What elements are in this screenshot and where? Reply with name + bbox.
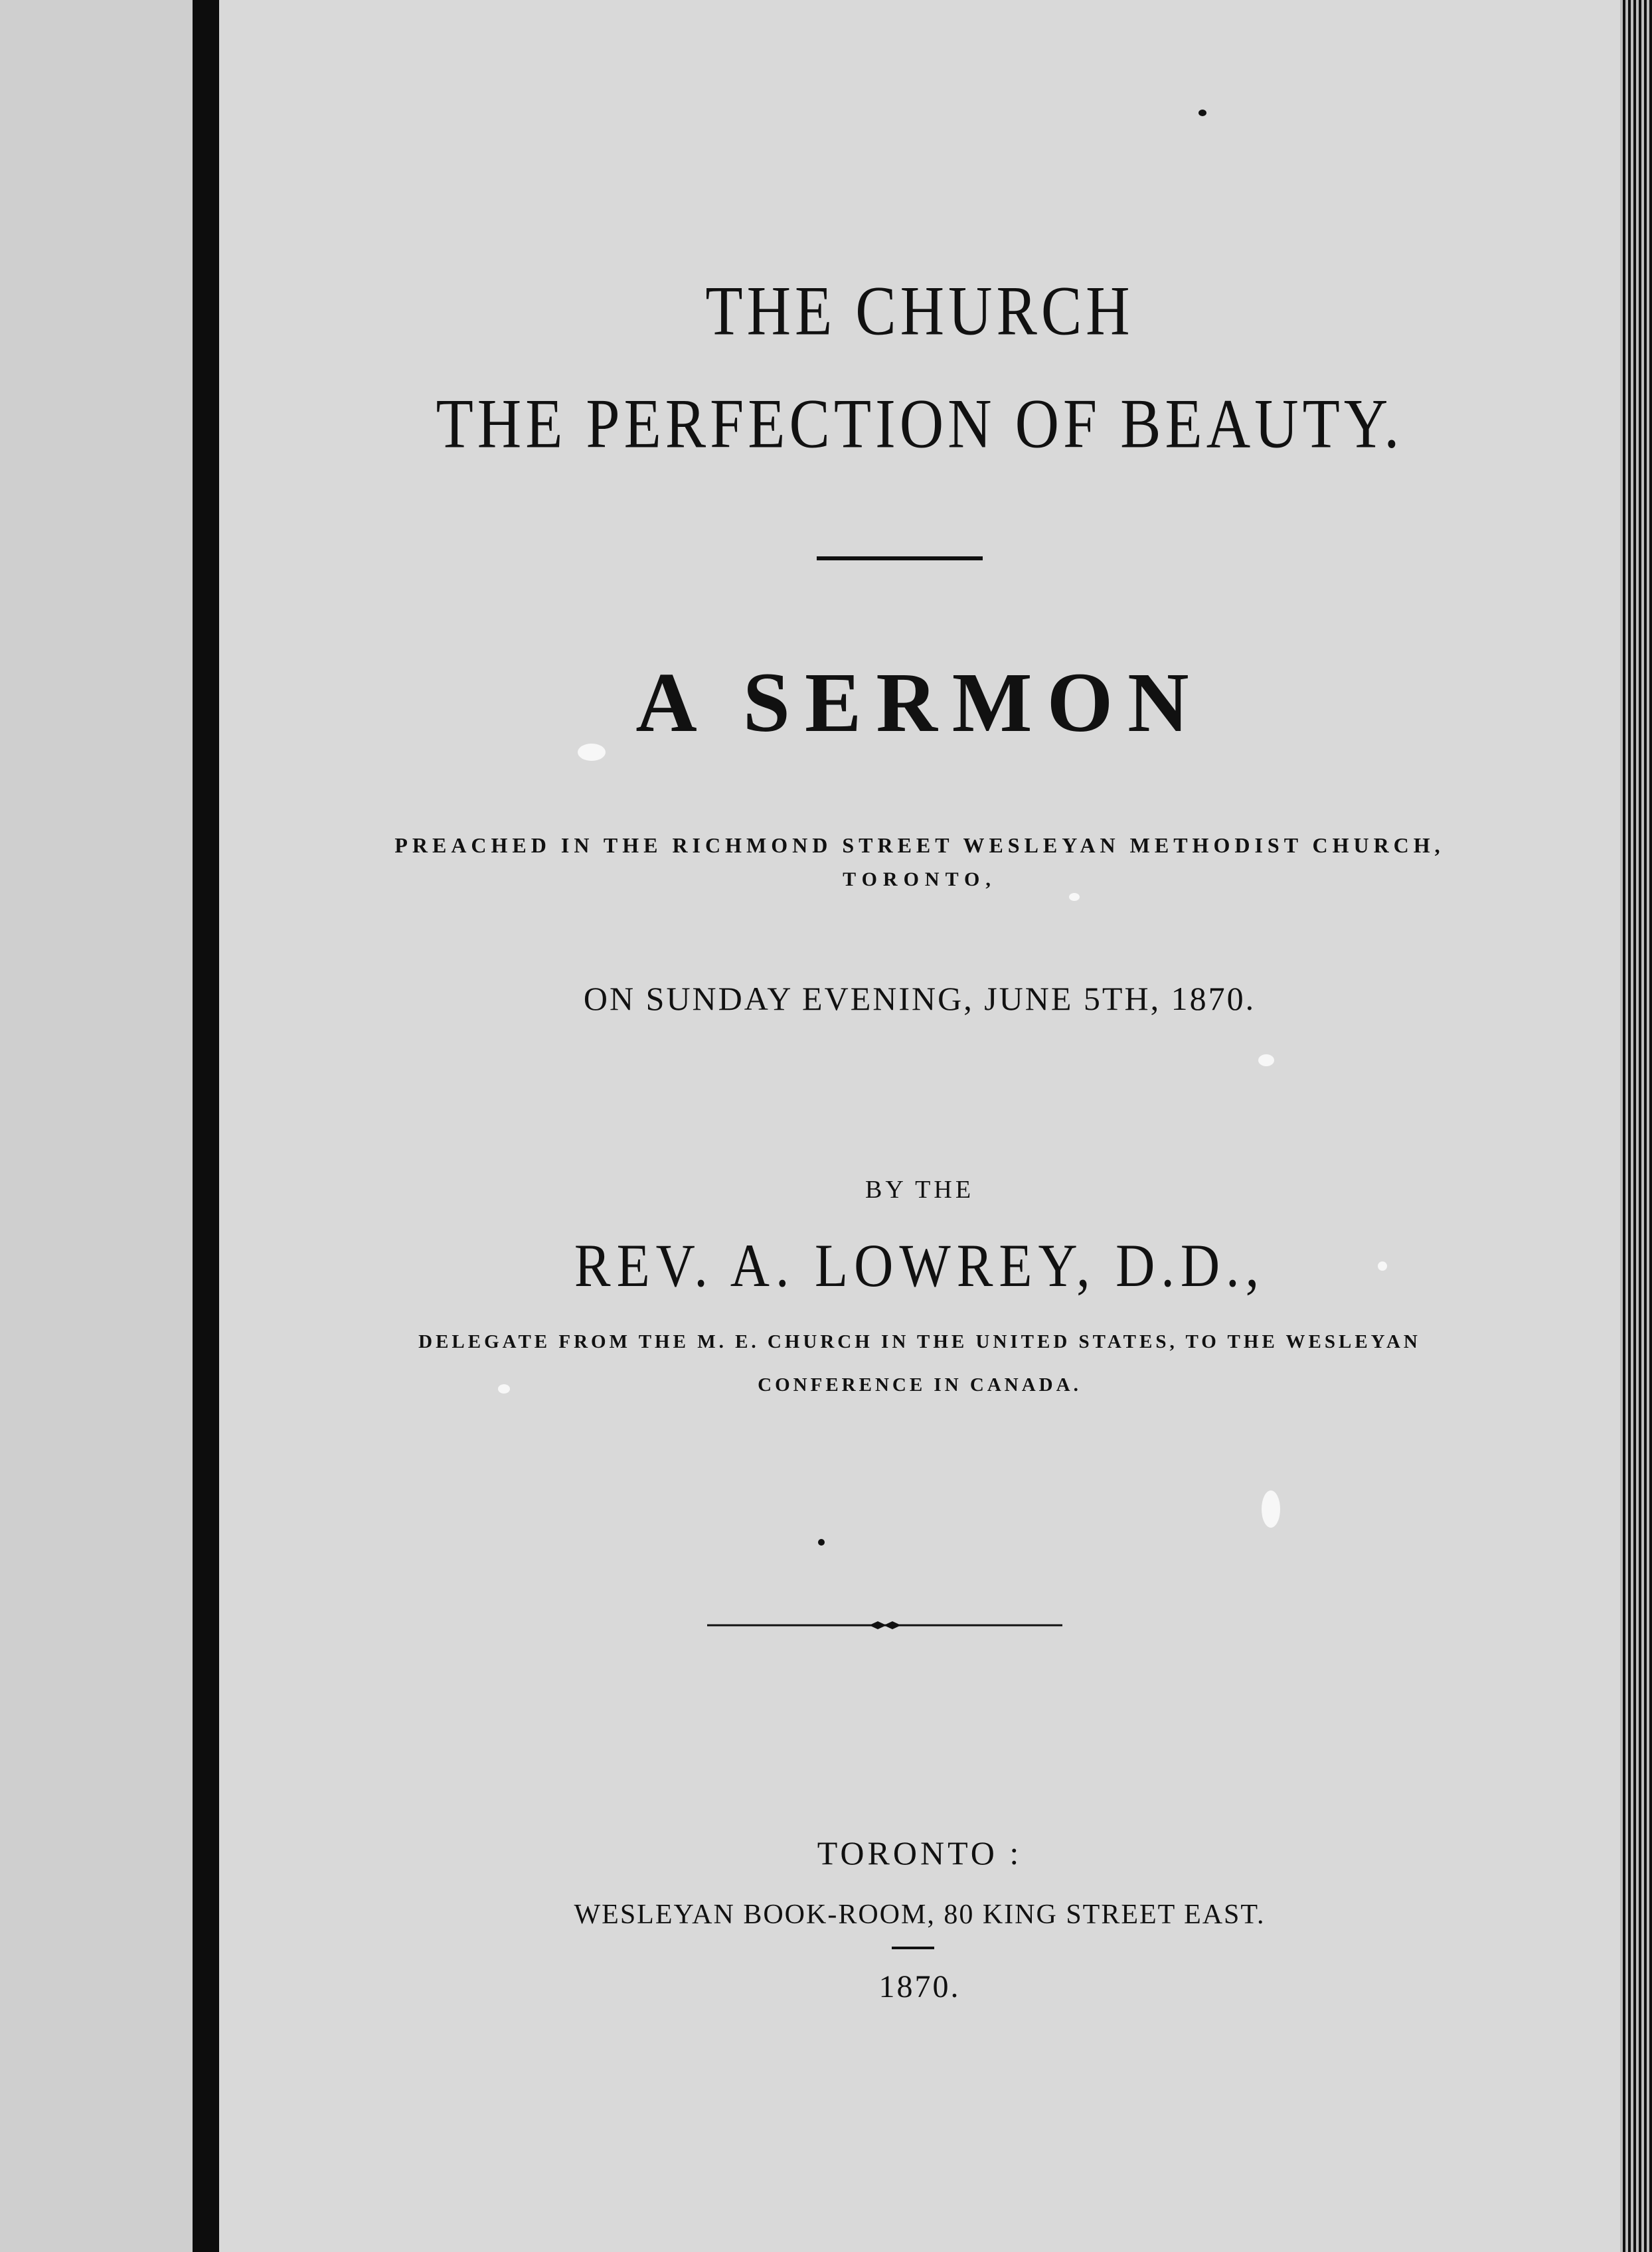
title-page	[219, 0, 1620, 2252]
right-page-edges	[1620, 0, 1652, 2252]
paper-speck	[1258, 1054, 1274, 1066]
preached-location-line-1: PREACHED IN THE RICHMOND STREET WESLEYAN METHODIST CHURCH,	[394, 833, 1445, 857]
title-line-1: THE CHURCH	[705, 272, 1134, 350]
imprint-city: TORONTO :	[817, 1834, 1023, 1872]
paper-speck	[578, 744, 606, 761]
author-description-line-1: DELEGATE FROM THE M. E. CHURCH IN THE UNITED STATES, TO THE WESLEYAN	[418, 1331, 1421, 1352]
author-description-line-2: CONFERENCE IN CANADA.	[758, 1374, 1082, 1396]
imprint-publisher: WESLEYAN BOOK-ROOM, 80 KING STREET EAST.	[574, 1899, 1266, 1930]
paper-speck	[498, 1384, 510, 1394]
title-line-2: THE PERFECTION OF BEAUTY.	[436, 384, 1404, 463]
sermon-heading: A SERMON	[635, 655, 1204, 750]
preached-location-line-2: TORONTO,	[843, 868, 997, 890]
author-name: REV. A. LOWREY, D.D.,	[574, 1232, 1266, 1300]
sermon-date: ON SUNDAY EVENING, JUNE 5TH, 1870.	[583, 980, 1256, 1017]
paper-speck	[1069, 893, 1080, 901]
left-page-edge	[0, 0, 193, 2252]
ink-speck	[818, 1539, 825, 1546]
by-the-label: BY THE	[865, 1176, 975, 1204]
title-divider-rule	[817, 556, 983, 560]
ornament-diamond-right	[884, 1621, 901, 1629]
paper-speck	[1378, 1261, 1387, 1271]
imprint-rule	[892, 1947, 934, 1949]
ornamental-divider	[707, 1619, 1062, 1632]
ink-speck	[1198, 110, 1206, 116]
imprint-year: 1870.	[878, 1969, 961, 2004]
paper-speck	[1262, 1490, 1280, 1528]
book-spine	[193, 0, 219, 2252]
